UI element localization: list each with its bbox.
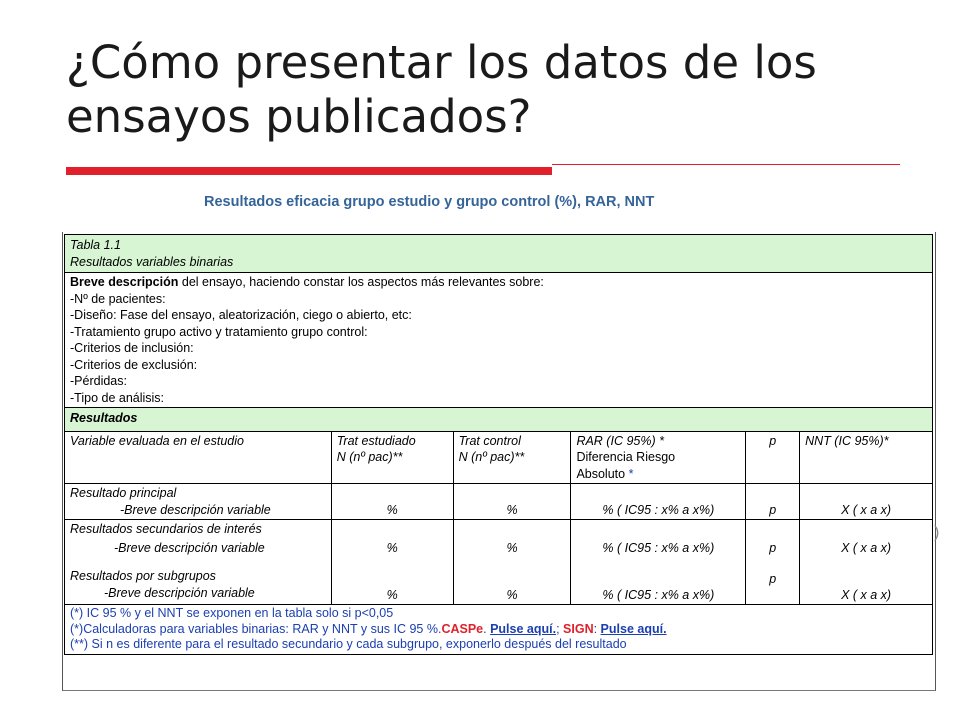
- note-2: [70, 622, 927, 638]
- stray-parenthesis: ): [934, 524, 940, 541]
- caspe-label: CASPe: [441, 621, 484, 636]
- table-caption-row: [65, 235, 933, 273]
- description-bold: Breve descripción: [70, 275, 179, 289]
- description-item: -Tipo de análisis:: [70, 390, 165, 405]
- header-trat-estudiado-line1: Trat estudiado: [336, 433, 416, 448]
- note-3: (**) Si n es diferente para el resultado secundario y cada subgrupo, exponerlo después del resultado: [70, 637, 627, 651]
- table-row: [65, 520, 933, 605]
- cell-rar: % ( IC95 : x% a x%): [602, 587, 715, 602]
- title-underline-thin: [552, 164, 900, 165]
- sign-link[interactable]: Pulse aquí.: [600, 621, 667, 636]
- description-item: -Pérdidas:: [70, 374, 127, 388]
- note-2-semicolon: ;: [556, 621, 564, 636]
- cell-trat-control: %: [506, 541, 518, 555]
- header-trat-control-line1: Trat control: [458, 433, 521, 448]
- cell-nnt: X ( x a x): [800, 484, 933, 520]
- table-caption-number: Tabla 1.1: [70, 238, 121, 252]
- header-rar: [571, 431, 746, 484]
- description-item: -Diseño: Fase del ensayo, aleatorización, ciego o abierto, etc:: [70, 308, 412, 322]
- header-trat-estudiado: [331, 431, 453, 484]
- table-caption-title: Resultados variables binarias: [70, 254, 234, 269]
- description-rest: del ensayo, haciendo constar los aspectos más relevantes sobre:: [178, 275, 544, 289]
- cell-trat-control: %: [506, 587, 518, 602]
- caspe-link[interactable]: Pulse aquí.: [490, 621, 557, 636]
- header-rar-star: *: [628, 466, 634, 481]
- description-item: -Tratamiento grupo activo y tratamiento grupo control:: [70, 324, 368, 339]
- note-2-colon: :: [593, 621, 601, 636]
- cell-trat-control: %: [453, 484, 571, 520]
- header-rar-line1: RAR (IC 95%) *: [576, 433, 664, 448]
- cell-trat-estudiado: %: [386, 541, 398, 555]
- description-item: -Criterios de inclusión:: [70, 341, 194, 355]
- header-trat-control-line2: N (nº pac)**: [458, 450, 525, 464]
- notes-row: [65, 605, 933, 655]
- title-underline-thick: [66, 167, 552, 175]
- description-item: -Nº de pacientes:: [70, 291, 166, 306]
- header-p: p: [746, 431, 800, 484]
- cell-rar: % ( IC95 : x% a x%): [571, 484, 746, 520]
- header-row: [65, 431, 933, 484]
- row-label: Resultados por subgrupos: [70, 569, 216, 583]
- row-sublabel: -Breve descripción variable: [114, 540, 265, 555]
- sign-label: SIGN: [563, 621, 594, 636]
- header-trat-control: [453, 431, 571, 484]
- description-item: -Criterios de exclusión:: [70, 357, 198, 372]
- cell-p: p: [769, 571, 777, 586]
- cell-nnt: X ( x a x): [841, 541, 892, 555]
- header-rar-line3: [576, 466, 740, 483]
- header-nnt: NNT (IC 95%)*: [800, 431, 933, 484]
- row-label: Resultado principal: [70, 486, 177, 500]
- cell-rar: % ( IC95 : x% a x%): [602, 541, 715, 555]
- row-sublabel: -Breve descripción variable: [104, 585, 255, 600]
- slide-title: ¿Cómo presentar los datos de los ensayos publicados?: [66, 36, 817, 143]
- note-2-text: (*)Calculadoras para variables binarias: RAR y NNT y sus IC 95 %.: [70, 621, 442, 636]
- slide-subtitle: Resultados eficacia grupo estudio y grupo control (%), RAR, NNT: [204, 194, 655, 210]
- note-1: (*) IC 95 % y el NNT se exponen en la tabla solo si p<0,05: [70, 606, 394, 620]
- description-row: [65, 273, 933, 408]
- results-section-label: Resultados: [65, 408, 933, 432]
- results-table: [64, 234, 933, 655]
- table-row: [65, 484, 933, 520]
- header-variable: Variable evaluada en el estudio: [65, 431, 332, 484]
- results-section-row: [65, 408, 933, 432]
- cell-trat-estudiado: %: [331, 484, 453, 520]
- note-2-dot: .: [483, 621, 491, 636]
- header-rar-line3-text: Absoluto: [576, 466, 626, 481]
- header-rar-line2: Diferencia Riesgo: [576, 450, 676, 464]
- row-label: Resultados secundarios de interés: [70, 522, 262, 536]
- header-trat-estudiado-line2: N (nº pac)**: [336, 450, 403, 464]
- cell-p: p: [769, 541, 777, 555]
- row-sublabel: -Breve descripción variable: [120, 502, 271, 517]
- cell-nnt: X ( x a x): [841, 587, 892, 602]
- cell-trat-estudiado: %: [386, 587, 398, 602]
- cell-p: p: [746, 484, 800, 520]
- description-intro: [70, 274, 927, 291]
